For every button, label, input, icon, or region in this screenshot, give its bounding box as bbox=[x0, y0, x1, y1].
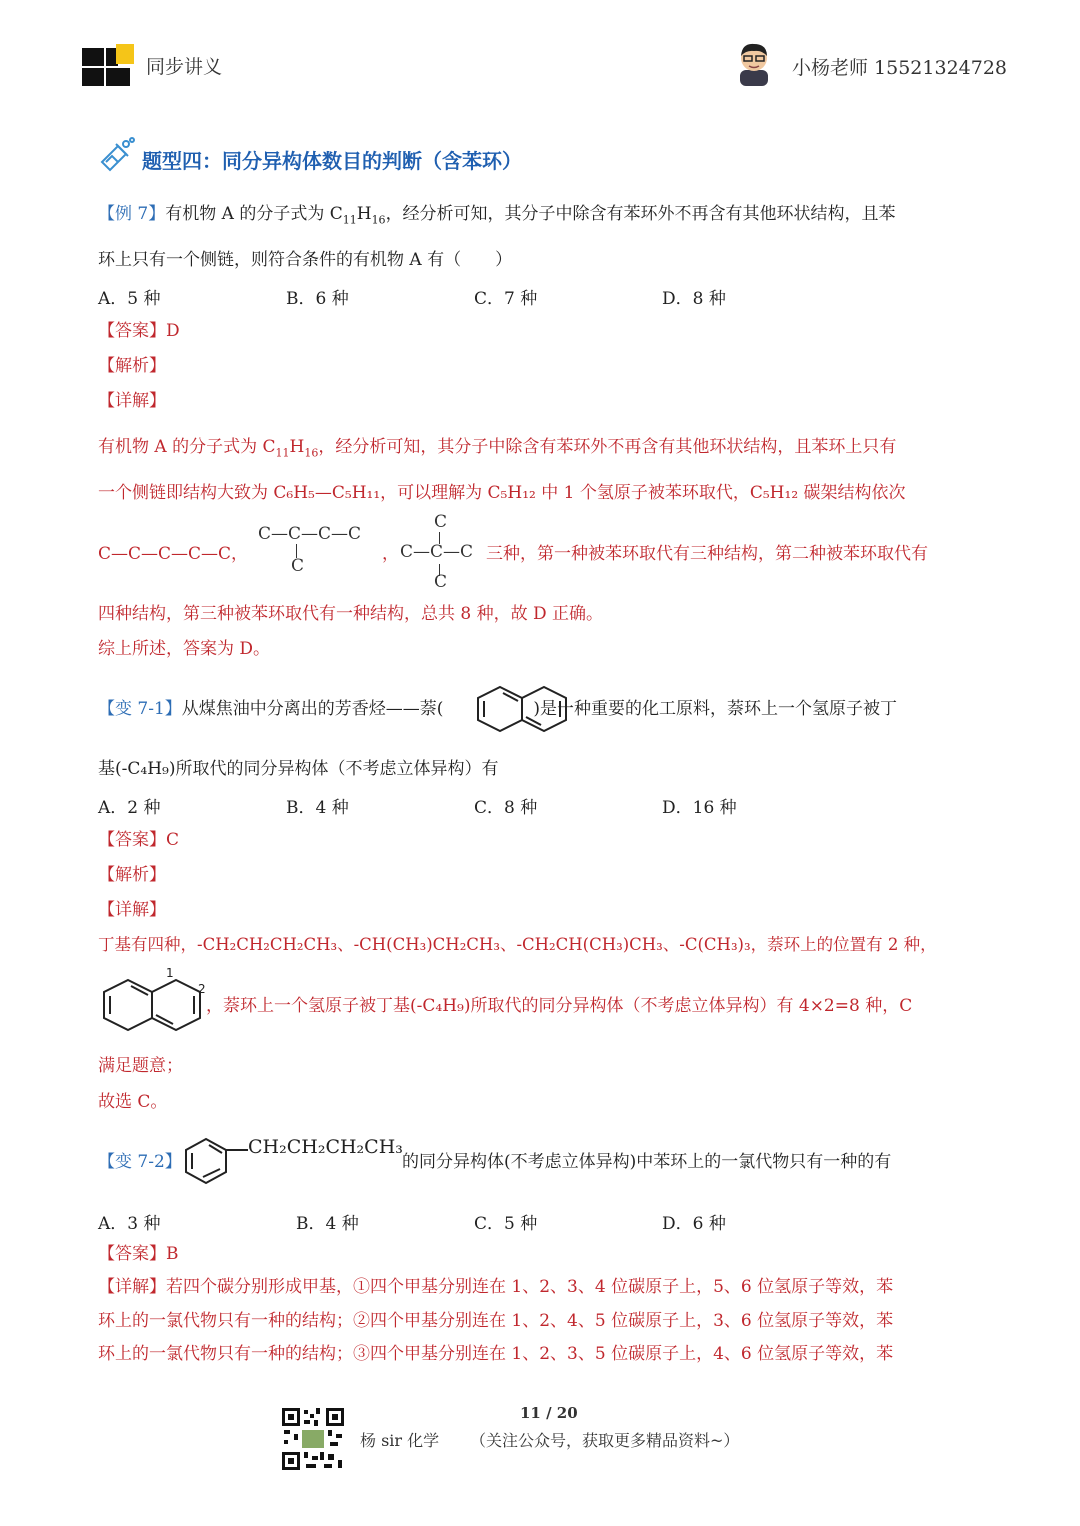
ex7-detail-line-4: 四种结构，第三种被苯环取代有一种结构，总共 8 种，故 D 正确。 bbox=[98, 604, 604, 624]
v72-option-b: B．4 种 bbox=[296, 1214, 359, 1234]
v71-detail-line-1: 丁基有四种，-CH₂CH₂CH₂CH₃、-CH(CH₃)CH₂CH₃、-CH₂CH(CH₃)CH₃、-C(CH₃)₃，萘环上的位置有 2 种， bbox=[98, 935, 937, 954]
v71-option-b: B．4 种 bbox=[286, 798, 349, 818]
logo-icon bbox=[82, 44, 134, 88]
ex7-option-b: B．6 种 bbox=[286, 289, 349, 309]
v72-option-c: C．5 种 bbox=[474, 1214, 538, 1234]
flask-icon bbox=[96, 136, 136, 176]
section-title: 题型四：同分异构体数目的判断（含苯环） bbox=[142, 149, 522, 173]
v72-chain-formula: CH₂CH₂CH₂CH₃ bbox=[248, 1136, 403, 1158]
ex7-detail-line-1: 有机物 A 的分子式为 $C_{11}H_{16}$，经分析可知，其分子中除含有苯环外不再含有其他环状结构，且苯环上只有 bbox=[98, 437, 897, 460]
ex7-detail-line-3: 三种，第一种被苯环取代有三种结构，第二种被苯环取代有 bbox=[486, 544, 928, 564]
v71-question-line-1: 【变 7-1】从煤焦油中分离出的芳香烃——萘( )是一种重要的化工原料，萘环上一个氢原子被丁 bbox=[98, 699, 898, 719]
benzene-ring-icon bbox=[184, 1136, 250, 1186]
ex7-neopentane-structure: C C—C—C C bbox=[400, 512, 474, 592]
ex7-isopentane-structure: C—C—C—C C bbox=[258, 524, 362, 576]
v72-question-line-1: 的同分异构体(不考虑立体异构)中苯环上的一氯代物只有一种的有 bbox=[402, 1152, 892, 1172]
v72-detail-line-3: 环上的一氯代物只有一种的结构；③四个甲基分别连在 1、2、3、5 位碳原子上，4、6 位氢原子等效，苯 bbox=[98, 1344, 894, 1364]
header-contact: 小杨老师 15521324728 bbox=[792, 57, 1008, 79]
position-label-1: 1 bbox=[166, 966, 174, 980]
ex7-detail-line-2: 一个侧链即结构大致为 C₆H₅—C₅H₁₁，可以理解为 C₅H₁₂ 中 1 个氢原子被苯环取代，C₅H₁₂ 碳架结构依次 bbox=[98, 483, 906, 503]
v71-tag: 【变 7-1】 bbox=[98, 699, 182, 719]
v71-detail-label: 【详解】 bbox=[98, 900, 166, 920]
footer-brand: 杨 sir 化学 bbox=[360, 1431, 440, 1450]
v71-option-d: D．16 种 bbox=[662, 798, 737, 818]
v72-option-a: A．3 种 bbox=[98, 1214, 161, 1234]
ex7-question-line-1: 【例 7】有机物 A 的分子式为 $C_{11}H_{16}$，经分析可知，其分子中除含有苯环外不再含有其他环状结构，且苯 bbox=[98, 204, 896, 227]
footer-note: （关注公众号，获取更多精品资料~） bbox=[470, 1431, 740, 1450]
ex7-option-c: C．7 种 bbox=[474, 289, 538, 309]
ex7-structure-comma: ， bbox=[382, 544, 399, 564]
v71-analysis-label: 【解析】 bbox=[98, 865, 166, 885]
header-title: 同步讲义 bbox=[146, 56, 223, 78]
position-label-2: 2 bbox=[198, 982, 206, 996]
qr-code-icon bbox=[280, 1406, 346, 1472]
ex7-chain-pentane: C—C—C—C—C， bbox=[98, 544, 249, 564]
v71-option-a: A．2 种 bbox=[98, 798, 161, 818]
v71-detail-line-2: ，萘环上一个氢原子被丁基(-C₄H₉)所取代的同分异构体（不考虑立体异构）有 4×2=8 种，C bbox=[206, 996, 913, 1016]
naphthalene-structure-icon bbox=[476, 684, 568, 734]
ex7-answer: 【答案】D bbox=[98, 321, 180, 341]
v71-detail-line-3: 满足题意； bbox=[98, 1056, 183, 1076]
avatar bbox=[734, 40, 774, 86]
ex7-analysis-label: 【解析】 bbox=[98, 356, 166, 376]
naphthalene-numbered-structure-icon bbox=[100, 968, 212, 1038]
v71-conclusion: 故选 C。 bbox=[98, 1092, 168, 1112]
ex7-conclusion: 综上所述，答案为 D。 bbox=[98, 639, 271, 659]
v72-detail-line-2: 环上的一氯代物只有一种的结构；②四个甲基分别连在 1、2、4、5 位碳原子上，3、6 位氢原子等效，苯 bbox=[98, 1311, 894, 1331]
v72-detail-line-1: 【详解】若四个碳分别形成甲基，①四个甲基分别连在 1、2、3、4 位碳原子上，5、6 位氢原子等效，苯 bbox=[98, 1277, 894, 1297]
ex7-option-d: D．8 种 bbox=[662, 289, 726, 309]
v72-option-d: D．6 种 bbox=[662, 1214, 726, 1234]
v71-question-line-2: 基(-C₄H₉)所取代的同分异构体（不考虑立体异构）有 bbox=[98, 759, 499, 779]
ex7-option-a: A．5 种 bbox=[98, 289, 161, 309]
v72-tag: 【变 7-2】 bbox=[98, 1152, 182, 1172]
v71-option-c: C．8 种 bbox=[474, 798, 538, 818]
v71-answer: 【答案】C bbox=[98, 830, 180, 850]
ex7-question-line-2: 环上只有一个侧链，则符合条件的有机物 A 有（ ） bbox=[98, 250, 513, 270]
v72-answer: 【答案】B bbox=[98, 1244, 179, 1264]
page-number: 11 / 20 bbox=[520, 1404, 578, 1422]
ex7-tag: 【例 7】 bbox=[98, 204, 166, 224]
ex7-detail-label: 【详解】 bbox=[98, 391, 166, 411]
